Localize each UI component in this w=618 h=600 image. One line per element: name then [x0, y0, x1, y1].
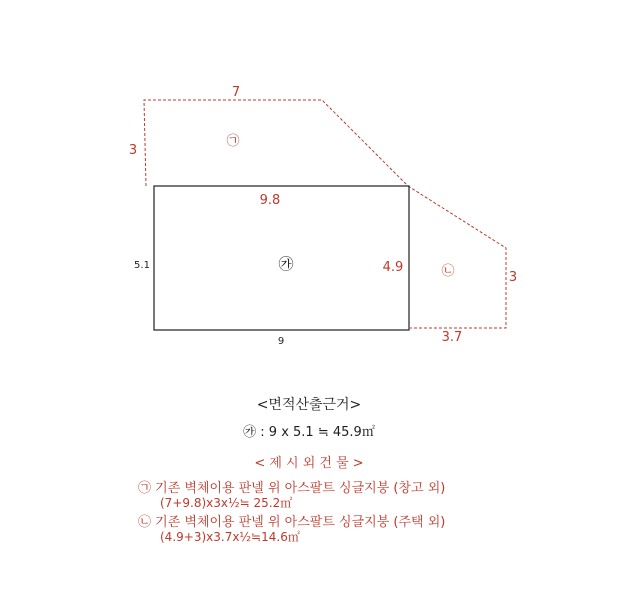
annex-a-left-length: 3: [128, 143, 138, 158]
annex-a-outline: [144, 100, 408, 186]
annex-a-marker: ㉠: [226, 134, 240, 149]
main-area-formula: ㉮ : 9 x 5.1 ≒ 45.9㎡: [243, 425, 375, 440]
excluded-heading: < 제 시 외 건 물 >: [254, 456, 364, 471]
main-left-length: 5.1: [134, 260, 150, 271]
excluded-item-a-desc: ㉠ 기존 벽체이용 판넬 위 아스팔트 싱글지붕 (창고 외): [138, 481, 446, 496]
notes-heading: <면적산출근거>: [256, 397, 362, 413]
annex-b-outline: [408, 186, 506, 328]
excluded-item-b-desc: ㉡ 기존 벽체이용 판넬 위 아스팔트 싱글지붕 (주택 외): [138, 515, 446, 530]
main-building-marker: ㉮: [278, 255, 294, 273]
main-top-length: 9.8: [259, 193, 281, 208]
main-bottom-length: 9: [277, 336, 285, 347]
excluded-item-a-formula: (7+9.8)x3x½≒ 25.2㎡: [160, 496, 293, 510]
annex-b-right-length: 3: [508, 270, 518, 285]
excluded-item-b-formula: (4.9+3)x3.7x½≒14.6㎡: [160, 530, 300, 544]
annex-b-bottom-length: 3.7: [441, 330, 463, 345]
main-right-length: 4.9: [382, 260, 404, 275]
annex-b-marker: ㉡: [441, 264, 455, 279]
annex-a-top-length: 7: [231, 85, 241, 100]
